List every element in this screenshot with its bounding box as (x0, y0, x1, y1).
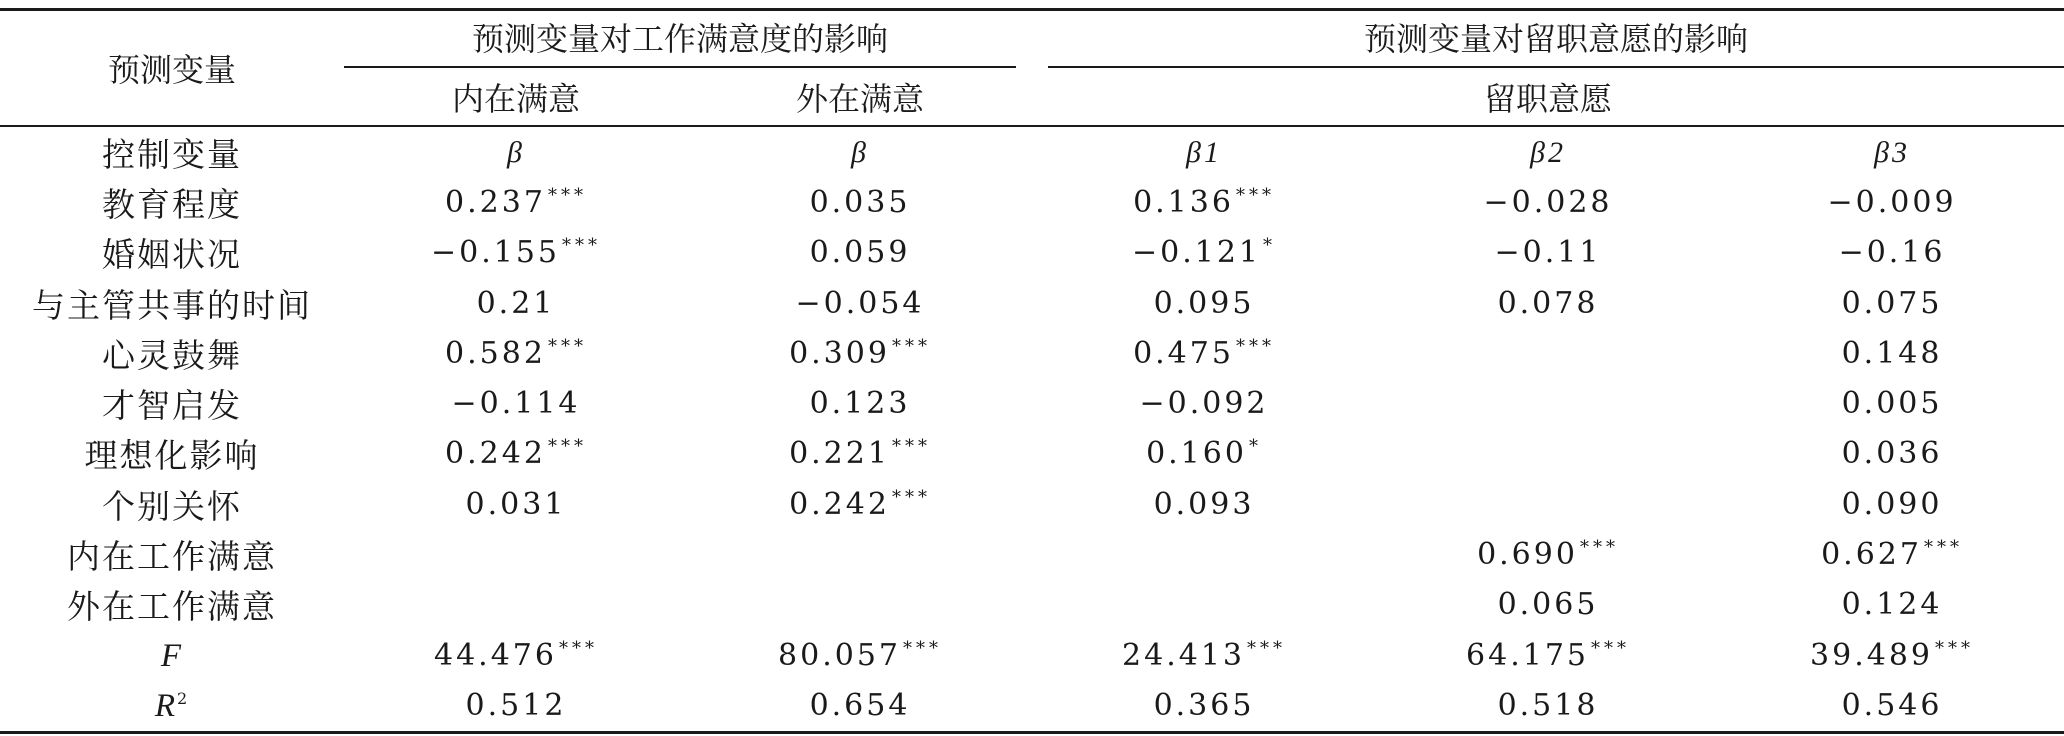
table-cell: 0.518 (1376, 680, 1720, 732)
significance-stars: * (1263, 235, 1277, 257)
table-cell: 0.237 *** (445, 184, 587, 220)
row-label: 内在工作满意 (67, 537, 277, 577)
table-cell: β (851, 135, 869, 169)
table-cell: −0.16 (1838, 235, 1946, 271)
table-cell (344, 580, 688, 630)
table-row (0, 429, 2064, 479)
significance-stars: *** (891, 436, 931, 458)
table-row (0, 580, 2064, 630)
row-label: F (160, 638, 184, 675)
significance-stars: *** (547, 436, 587, 458)
significance-stars: *** (562, 235, 602, 257)
table-cell (1376, 328, 1720, 378)
table-cell (688, 580, 1032, 630)
table-cell: 39.489 *** (1810, 637, 1975, 673)
table-cell: 0.136 *** (1133, 184, 1275, 220)
table-cell: 0.095 (1153, 285, 1255, 321)
table-row (0, 378, 2064, 428)
row-label: 控制变量 (102, 134, 242, 174)
table-cell: −0.11 (1494, 235, 1602, 271)
table-cell: 0.512 (344, 680, 688, 732)
table-cell: 0.123 (809, 386, 911, 422)
table-cell (1376, 479, 1720, 529)
header-predictor: 预测变量 (0, 10, 344, 127)
regression-table-container (0, 8, 2064, 734)
header-retention: 留职意愿 (1032, 69, 2064, 126)
table-row (0, 328, 2064, 378)
table-cell: 24.413 *** (1122, 637, 1286, 673)
table-cell: β3 (1874, 135, 1910, 169)
table-cell: 0.059 (809, 235, 911, 271)
significance-stars: *** (1935, 637, 1975, 659)
table-cell: 0.005 (1841, 386, 1943, 422)
table-cell: 0.124 (1841, 587, 1943, 623)
table-cell: 80.057 *** (778, 637, 942, 673)
significance-stars: *** (547, 335, 587, 357)
significance-stars: *** (891, 486, 931, 508)
table-cell: 0.036 (1841, 436, 1943, 472)
row-label: 与主管共事的时间 (32, 285, 312, 325)
row-label: 心灵鼓舞 (102, 335, 242, 375)
table-cell: 0.242 *** (789, 486, 931, 522)
table-cell: −0.155 *** (430, 235, 602, 271)
row-label: $R^2$ (0, 680, 344, 732)
significance-stars: *** (547, 184, 587, 206)
table-cell: −0.092 (1139, 386, 1269, 422)
table-cell: 0.21 (476, 285, 556, 321)
table-row (0, 126, 2064, 177)
header-group-retention (1032, 10, 2064, 70)
table-cell: 0.035 (809, 184, 911, 220)
table-cell: 0.065 (1497, 587, 1599, 623)
table-cell: 44.476 *** (434, 637, 598, 673)
table-row (0, 479, 2064, 529)
table-row (0, 680, 2064, 732)
table-cell: 0.309 *** (789, 335, 931, 371)
row-label: 理想化影响 (84, 436, 260, 476)
table-cell: −0.054 (795, 285, 925, 321)
table-cell: 0.160 * (1146, 436, 1262, 472)
significance-stars: *** (1923, 537, 1963, 559)
table-cell: 0.546 (1720, 680, 2064, 732)
table-cell: 0.075 (1841, 285, 1943, 321)
table-cell: 0.242 *** (445, 436, 587, 472)
table-cell: 0.475 *** (1133, 335, 1275, 371)
superscript: 2 (176, 689, 190, 709)
table-cell: 0.093 (1153, 486, 1255, 522)
regression-table (0, 8, 2064, 734)
table-cell (1376, 378, 1720, 428)
table-cell: 0.090 (1841, 486, 1943, 522)
table-cell: −0.114 (451, 386, 581, 422)
row-label: 个别关怀 (102, 486, 242, 526)
significance-stars: * (1248, 436, 1262, 458)
table-cell (1032, 580, 1376, 630)
table-cell (1376, 429, 1720, 479)
table-cell: 0.582 *** (445, 335, 587, 371)
header-intrinsic: 内在满意 (344, 69, 688, 126)
significance-stars: *** (1235, 184, 1275, 206)
table-row (0, 228, 2064, 278)
row-label: 外在工作满意 (67, 587, 277, 627)
table-cell: 0.654 (688, 680, 1032, 732)
significance-stars: *** (1247, 637, 1286, 659)
row-label: 才智启发 (102, 386, 242, 426)
table-body (0, 126, 2064, 732)
table-row (0, 278, 2064, 328)
significance-stars: *** (558, 637, 598, 659)
header-extrinsic: 外在满意 (688, 69, 1032, 126)
row-label: 教育程度 (102, 184, 242, 224)
significance-stars: *** (1591, 637, 1630, 659)
table-cell: −0.028 (1483, 184, 1613, 220)
table-cell (344, 529, 688, 579)
significance-stars: *** (891, 335, 931, 357)
table-row (0, 177, 2064, 227)
table-cell: 0.627 *** (1821, 537, 1963, 573)
table-cell (688, 529, 1032, 579)
table-row (0, 529, 2064, 579)
table-cell: 0.221 *** (789, 436, 931, 472)
table-cell: 64.175 *** (1466, 637, 1630, 673)
significance-stars: *** (903, 637, 942, 659)
table-cell: 0.031 (465, 486, 567, 522)
header-group-retention-label: 预测变量对留职意愿的影响 (1048, 12, 2064, 68)
significance-stars: *** (1235, 335, 1275, 357)
table-cell: 0.148 (1841, 335, 1943, 371)
table-cell: −0.009 (1827, 184, 1957, 220)
header-group-job-satisfaction (344, 10, 1032, 70)
table-cell (1032, 529, 1376, 579)
table-cell: −0.121 * (1132, 235, 1277, 271)
row-label: 婚姻状况 (102, 235, 242, 275)
header-group-job-satisfaction-label: 预测变量对工作满意度的影响 (344, 12, 1016, 68)
table-cell: β1 (1186, 135, 1222, 169)
table-cell: β2 (1530, 135, 1566, 169)
table-cell: 0.078 (1497, 285, 1599, 321)
table-cell: 0.365 (1032, 680, 1376, 732)
table-row (0, 630, 2064, 680)
significance-stars: *** (1579, 537, 1619, 559)
table-cell: 0.690 *** (1477, 537, 1619, 573)
table-cell: β (507, 135, 525, 169)
